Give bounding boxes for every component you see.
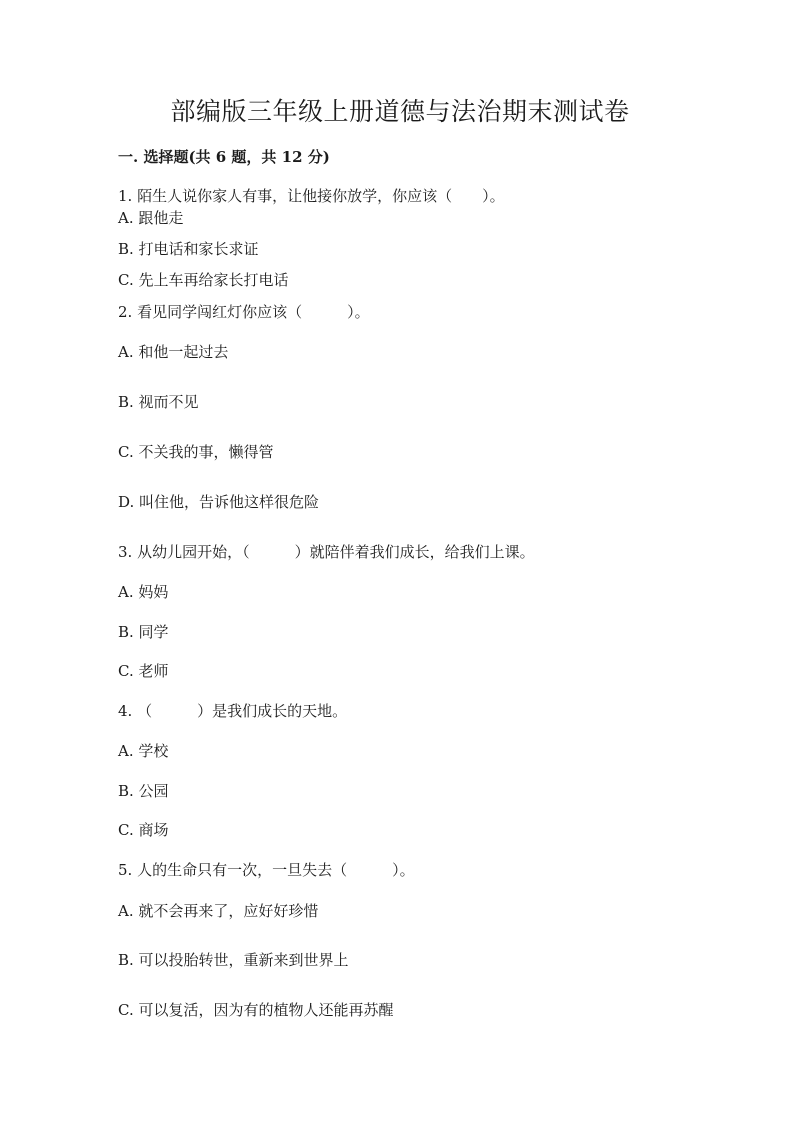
question-1-option-a: A. 跟他走 [118, 209, 184, 227]
question-3-option-c: C. 老师 [118, 662, 169, 680]
question-3-option-a: A. 妈妈 [118, 583, 169, 601]
question-4-option-b: B. 公园 [118, 782, 169, 800]
question-3-stem: 3. 从幼儿园开始，（ ）就陪伴着我们成长，给我们上课。 [118, 543, 535, 561]
question-5-option-c: C. 可以复活，因为有的植物人还能再苏醒 [118, 1001, 394, 1019]
question-4-stem: 4. （ ）是我们成长的天地。 [118, 702, 348, 720]
question-1-stem: 1. 陌生人说你家人有事，让他接你放学，你应该（ ）。 [118, 187, 505, 205]
question-4-option-a: A. 学校 [118, 742, 169, 760]
section-heading: 一. 选择题(共 6 题，共 12 分) [118, 148, 330, 166]
question-2-option-c: C. 不关我的事，懒得管 [118, 443, 274, 461]
question-2-option-d: D. 叫住他，告诉他这样很危险 [118, 493, 320, 511]
question-5-option-a: A. 就不会再来了，应好好珍惜 [118, 902, 319, 920]
question-3-option-b: B. 同学 [118, 623, 169, 641]
question-2-option-b: B. 视而不见 [118, 393, 199, 411]
question-1-option-b: B. 打电话和家长求证 [118, 240, 259, 258]
question-5-option-b: B. 可以投胎转世，重新来到世界上 [118, 951, 349, 969]
question-5-stem: 5. 人的生命只有一次，一旦失去（ ）。 [118, 861, 415, 879]
question-2-option-a: A. 和他一起过去 [118, 343, 229, 361]
page-title: 部编版三年级上册道德与法治期末测试卷 [170, 97, 630, 126]
question-4-option-c: C. 商场 [118, 821, 169, 839]
question-2-stem: 2. 看见同学闯红灯你应该（ ）。 [118, 303, 370, 321]
question-1-option-c: C. 先上车再给家长打电话 [118, 271, 289, 289]
